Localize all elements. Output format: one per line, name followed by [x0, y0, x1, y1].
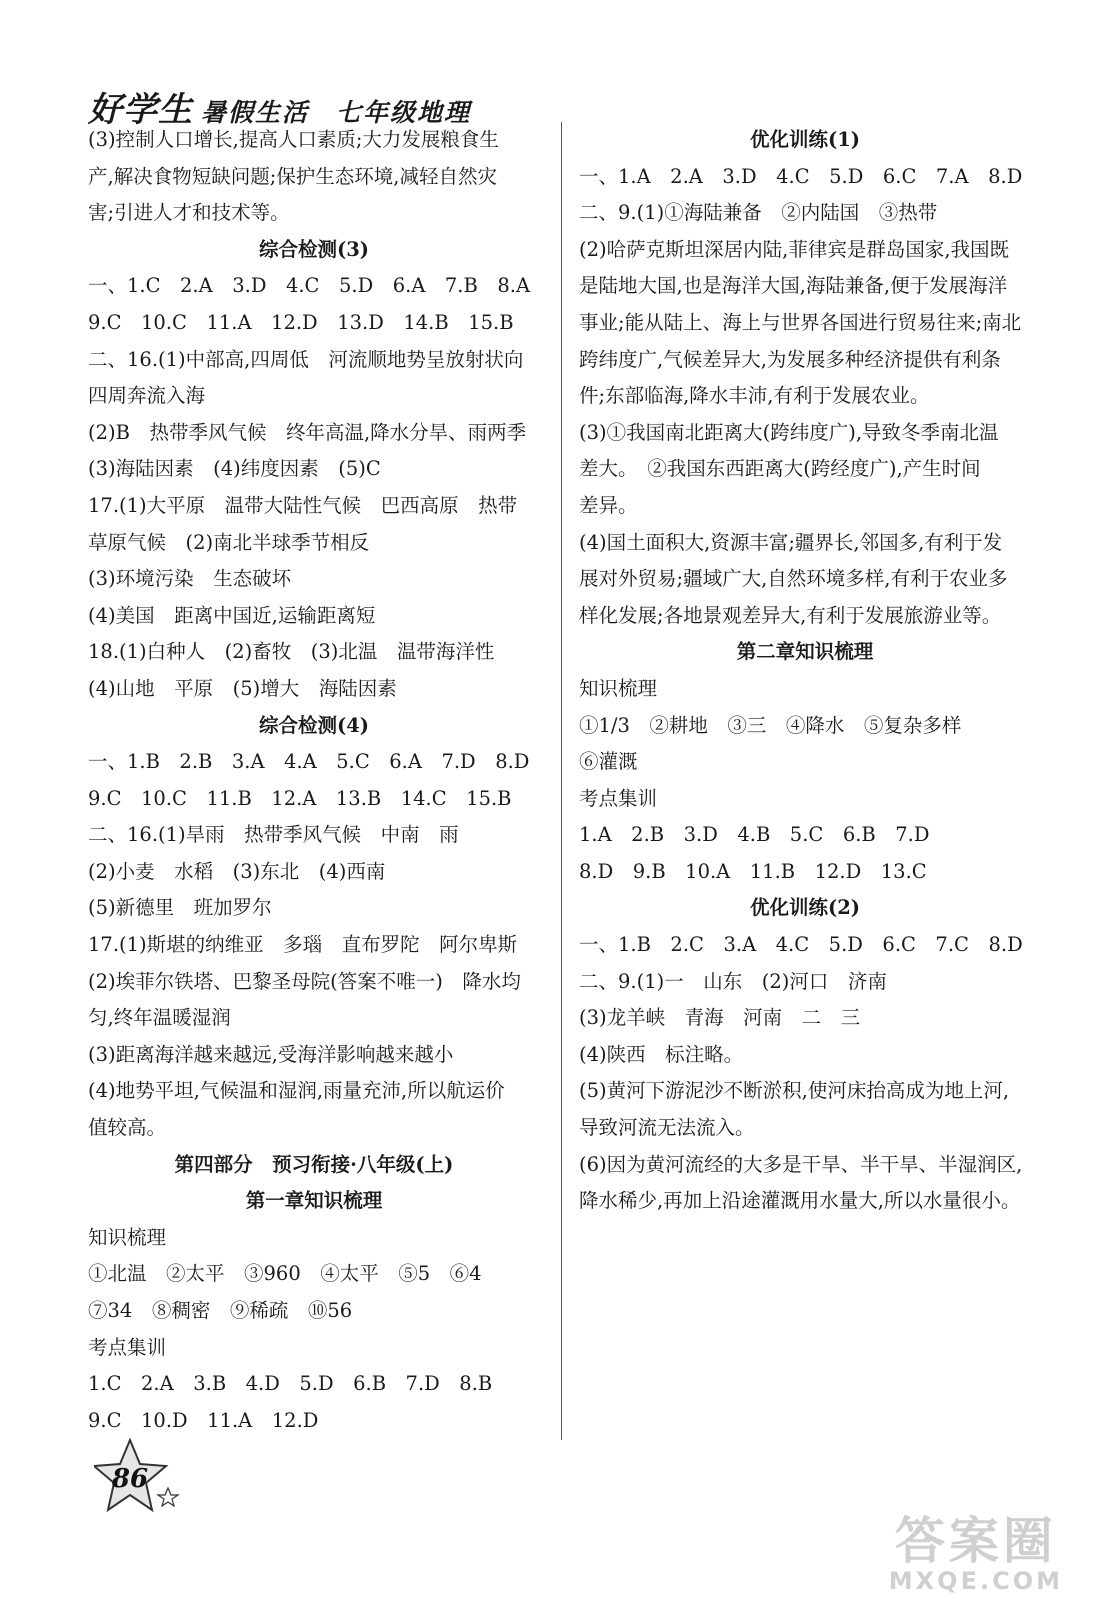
answer-line: 知识梳理: [579, 676, 658, 700]
answer-line: (3)控制人口增长,提高人口素质;大力发展粮食生: [88, 128, 499, 151]
section-heading: 优化训练(2): [749, 896, 861, 920]
answer-line: 差大。 ②我国东西距离大(跨经度广),产生时间: [579, 457, 981, 481]
answer-line: (2)小麦 水稻 (3)东北 (4)西南: [88, 859, 386, 883]
answer-line: (3)距离海洋越来越远,受海洋影响越来越小: [88, 1042, 454, 1066]
answer-line: (3)海陆因素 (4)纬度因素 (5)C: [88, 457, 381, 481]
answer-line: 17.(1)斯堪的纳维亚 多瑙 直布罗陀 阿尔卑斯: [88, 933, 518, 957]
answer-line: 展对外贸易;疆域广大,自然环境多样,有利于农业多: [579, 567, 1008, 591]
answer-line: 导致河流无法流入。: [579, 1116, 755, 1140]
answer-line: 差异。: [579, 493, 638, 517]
answer-line: 考点集训: [579, 786, 658, 810]
answer-line: 9.C 10.C 11.B 12.A 13.B 14.C 15.B: [88, 786, 512, 810]
answer-line: 18.(1)白种人 (2)畜牧 (3)北温 温带海洋性: [88, 640, 495, 664]
answer-line: (4)国土面积大,资源丰富;疆界长,邻国多,有利于发: [579, 530, 1003, 554]
right-answer-column: [579, 122, 1031, 1220]
brand-title: 好学生: [88, 90, 193, 130]
answer-line: 9.C 10.D 11.A 12.D: [88, 1408, 319, 1432]
answer-line: 二、16.(1)旱雨 热带季风气候 中南 雨: [88, 823, 459, 847]
answer-line: (2)埃菲尔铁塔、巴黎圣母院(答案不唯一) 降水均: [88, 969, 521, 993]
answer-line: (6)因为黄河流经的大多是干旱、半干旱、半湿润区,: [579, 1152, 1023, 1176]
answer-line: 匀,终年温暖湿润: [88, 1006, 231, 1030]
section-heading: 综合检测(4): [258, 713, 370, 737]
answer-line: (4)美国 距离中国近,运输距离短: [88, 603, 376, 627]
answer-line: 四周奔流入海: [88, 384, 206, 408]
answer-line: 二、9.(1)一 山东 (2)河口 济南: [579, 969, 887, 993]
section-heading: 优化训练(1): [749, 128, 861, 151]
watermark-en: MXQE.COM: [888, 1567, 1063, 1595]
answer-line: 降水稀少,再加上沿途灌溉用水量大,所以水量很小。: [579, 1189, 1021, 1213]
answer-line: 是陆地大国,也是海洋大国,海陆兼备,便于发展海洋: [579, 274, 1008, 298]
answer-line: ①1/3 ②耕地 ③三 ④降水 ⑤复杂多样: [579, 713, 962, 737]
answer-line: 一、1.C 2.A 3.D 4.C 5.D 6.A 7.B 8.A: [88, 274, 531, 298]
answer-line: 考点集训: [88, 1335, 167, 1359]
answer-line: (4)陕西 标注略。: [579, 1042, 744, 1066]
column-divider: [561, 122, 562, 1440]
watermark: [889, 1514, 1063, 1594]
answer-line: 1.A 2.B 3.D 4.B 5.C 6.B 7.D: [579, 823, 930, 847]
answer-line: 二、9.(1)①海陆兼备 ②内陆国 ③热带: [579, 201, 938, 225]
answer-line: 8.D 9.B 10.A 11.B 12.D 13.C: [579, 859, 927, 883]
book-subtitle: 暑假生活 七年级地理: [201, 98, 472, 127]
section-heading: 第四部分 预习衔接·八年级(上): [174, 1152, 454, 1176]
left-answer-column: [88, 122, 540, 1439]
section-heading: 第二章知识梳理: [736, 640, 874, 664]
answer-line: (4)地势平坦,气候温和湿润,雨量充沛,所以航运价: [88, 1079, 505, 1103]
answer-line: 样化发展;各地景观差异大,有利于发展旅游业等。: [579, 603, 1002, 627]
section-heading: 综合检测(3): [258, 237, 370, 261]
answer-line: 17.(1)大平原 温带大陆性气候 巴西高原 热带: [88, 493, 518, 517]
answer-line: 1.C 2.A 3.B 4.D 5.D 6.B 7.D 8.B: [88, 1372, 493, 1396]
answer-line: 跨纬度广,气候差异大,为发展多种经济提供有利条: [579, 347, 1001, 371]
answer-line: (2)哈萨克斯坦深居内陆,菲律宾是群岛国家,我国既: [579, 237, 1010, 261]
answer-line: (3)①我国南北距离大(跨纬度广),导致冬季南北温: [579, 420, 999, 444]
answer-line: (2)B 热带季风气候 终年高温,降水分旱、雨两季: [88, 420, 527, 444]
answer-line: 件;东部临海,降水丰沛,有利于发展农业。: [579, 384, 930, 408]
answer-line: 一、1.A 2.A 3.D 4.C 5.D 6.C 7.A 8.D: [579, 164, 1023, 188]
answer-line: (3)龙羊峡 青海 河南 二 三: [579, 1006, 861, 1030]
star-badge-icon: [94, 1438, 180, 1520]
small-star-icon: [158, 1488, 178, 1506]
answer-line: (5)新德里 班加罗尔: [88, 896, 272, 920]
answer-line: ①北温 ②太平 ③960 ④太平 ⑤5 ⑥4: [88, 1262, 482, 1286]
answer-line: ⑥灌溉: [579, 750, 638, 774]
answer-line: 事业;能从陆上、海上与世界各国进行贸易往来;南北: [579, 310, 1022, 334]
page-number-badge: [94, 1438, 180, 1520]
answer-line: 一、1.B 2.B 3.A 4.A 5.C 6.A 7.D 8.D: [88, 750, 530, 774]
answer-line: 产,解决食物短缺问题;保护生态环境,减轻自然灾: [88, 164, 497, 188]
answer-line: (4)山地 平原 (5)增大 海陆因素: [88, 676, 397, 700]
answer-line: 9.C 10.C 11.A 12.D 13.D 14.B 15.B: [88, 310, 514, 334]
watermark-cn: 答案圈: [894, 1512, 1057, 1570]
answer-line: 值较高。: [88, 1116, 167, 1140]
answer-line: 二、16.(1)中部高,四周低 河流顺地势呈放射状向: [88, 347, 524, 371]
answer-line: 知识梳理: [88, 1225, 167, 1249]
section-heading: 第一章知识梳理: [245, 1189, 383, 1213]
answer-line: 害;引进人才和技术等。: [88, 201, 290, 225]
page-number: 86: [111, 1464, 149, 1494]
answer-line: 一、1.B 2.C 3.A 4.C 5.D 6.C 7.C 8.D: [579, 933, 1023, 957]
answer-line: (3)环境污染 生态破坏: [88, 567, 292, 591]
answer-line: 草原气候 (2)南北半球季节相反: [88, 530, 370, 554]
answer-line: (5)黄河下游泥沙不断淤积,使河床抬高成为地上河,: [579, 1079, 1010, 1103]
answer-line: ⑦34 ⑧稠密 ⑨稀疏 ⑩56: [88, 1299, 353, 1322]
